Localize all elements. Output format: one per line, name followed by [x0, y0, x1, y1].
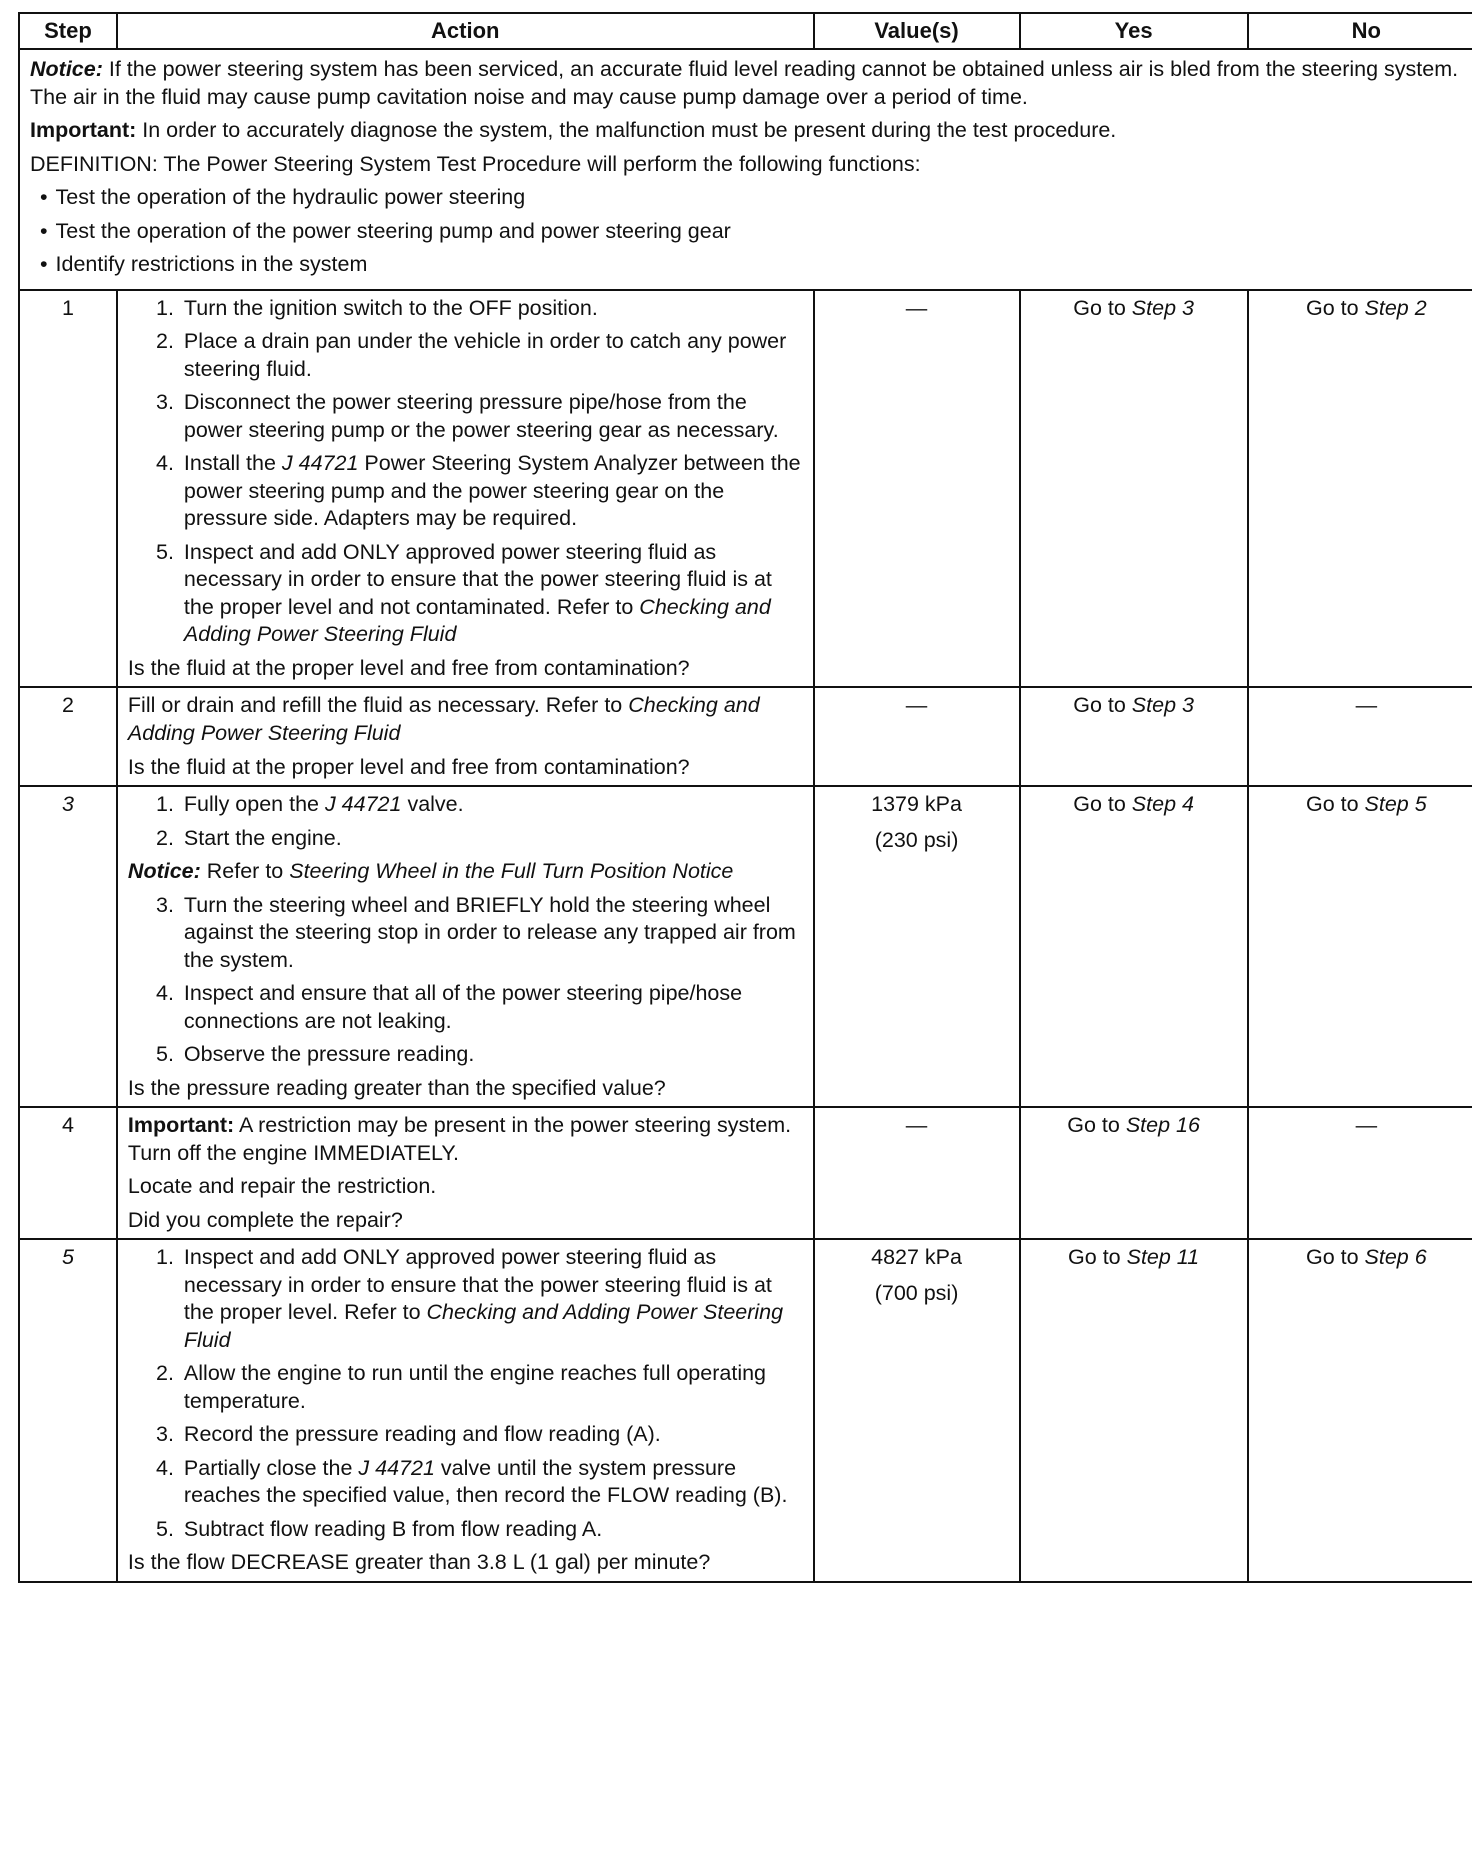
action-text: Fill or drain and refill the fluid as necessary. Refer to Checking and Adding Power Steering Fluid [127, 693, 760, 745]
step-number: 3 [19, 786, 117, 1107]
intro-cell [19, 49, 1472, 290]
step-question: Is the fluid at the proper level and free from contamination? [127, 655, 690, 680]
function-item: • Test the operation of the power steering pump and power steering gear [30, 218, 1472, 246]
yes-cell: Go to Step 16 [1020, 1107, 1248, 1239]
header-action: Action [117, 13, 814, 49]
action-text: Locate and repair the restriction. [127, 1174, 437, 1199]
action-item: 4. Partially close the J 44721 valve until the system pressure reaches the specified value, then record the FLOW reading (B). [155, 1455, 788, 1508]
doc-reference: Checking and Adding Power Steering Fluid [183, 594, 771, 647]
value-metric: 4827 kPa [871, 1245, 962, 1270]
intro-row [19, 49, 1472, 290]
action-item: 5. Observe the pressure reading. [155, 1042, 475, 1067]
yes-cell: Go to Step 3 [1020, 290, 1248, 688]
header-yes: Yes [1020, 13, 1248, 49]
no-cell: Go to Step 6 [1248, 1239, 1472, 1582]
action-list [128, 1244, 803, 1543]
step-number: 5 [19, 1239, 117, 1582]
table-row [19, 290, 1472, 688]
value-cell: — [814, 1107, 1020, 1239]
no-step-link: Step 6 [1364, 1245, 1427, 1270]
action-list [128, 892, 803, 1069]
yes-step-link: Step 3 [1131, 295, 1194, 320]
action-item: 4. Inspect and ensure that all of the power steering pipe/hose connections are not leaking. [155, 981, 743, 1033]
step-question: Is the pressure reading greater than the specified value? [127, 1075, 666, 1100]
yes-step-link: Step 16 [1125, 1113, 1200, 1138]
value-imperial: (700 psi) [874, 1280, 959, 1305]
yes-cell: Go to Step 4 [1020, 786, 1248, 1107]
action-cell [117, 1107, 814, 1239]
action-cell [117, 687, 814, 786]
value-imperial: (230 psi) [874, 827, 959, 852]
inline-important: Important: A restriction may be present in the power steering system. Turn off the engine IMMEDIATELY. [127, 1113, 792, 1165]
no-step-link: Step 5 [1364, 792, 1427, 817]
value-cell: — [814, 687, 1020, 786]
step-question: Is the fluid at the proper level and free from contamination? [127, 754, 690, 779]
value-metric: 1379 kPa [871, 792, 962, 817]
action-item: 2. Start the engine. [155, 825, 342, 850]
action-item: 3. Disconnect the power steering pressure pipe/hose from the power steering pump or the power steering gear as necessary. [155, 390, 779, 442]
no-step-link: Step 2 [1364, 295, 1427, 320]
intro-notice [30, 56, 1472, 111]
step-number: 2 [19, 687, 117, 786]
value-cell [814, 786, 1020, 1107]
step-number: 4 [19, 1107, 117, 1239]
table-row [19, 1107, 1472, 1239]
function-item: • Test the operation of the hydraulic power steering [30, 184, 1472, 212]
table-row [19, 1239, 1472, 1582]
table-header-row [19, 13, 1472, 49]
diagnostic-table [18, 12, 1472, 1583]
important-label: Important: [30, 118, 137, 143]
doc-reference: Checking and Adding Power Steering Fluid [183, 1300, 784, 1352]
action-item: 2. Place a drain pan under the vehicle in order to catch any power steering fluid. [155, 329, 787, 381]
action-item: 2. Allow the engine to run until the engine reaches full operating temperature. [155, 1361, 767, 1413]
action-item: 5. Subtract flow reading B from flow reading A. [155, 1516, 603, 1541]
doc-reference: Steering Wheel in the Full Turn Position Notice [289, 859, 734, 884]
no-cell: — [1248, 687, 1472, 786]
action-item: 5. Inspect and add ONLY approved power steering fluid as necessary in order to ensure that the power steering fluid is at the proper level and not contaminated. Refer to Checking and Adding Power Steering Fluid [155, 539, 772, 647]
step-question: Is the flow DECREASE greater than 3.8 L (1 gal) per minute? [127, 1550, 711, 1575]
notice-text: If the power steering system has been serviced, an accurate fluid level reading cannot be obtained unless air is bled from the steering system. The air in the fluid may cause pump cavitation noise and may cause pump damage over a period of time. [30, 57, 1459, 109]
header-values: Value(s) [814, 13, 1020, 49]
yes-cell: Go to Step 11 [1020, 1239, 1248, 1582]
value-cell: — [814, 290, 1020, 688]
action-list [128, 791, 803, 852]
action-list [128, 295, 803, 649]
table-row [19, 687, 1472, 786]
table-row [19, 786, 1472, 1107]
yes-step-link: Step 4 [1131, 792, 1194, 817]
no-cell: Go to Step 2 [1248, 290, 1472, 688]
intro-definition: DEFINITION: The Power Steering System Test Procedure will perform the following functions: [30, 151, 921, 176]
action-item: 1. Turn the ignition switch to the OFF position. [155, 295, 598, 320]
inline-notice: Notice: Refer to Steering Wheel in the Full Turn Position Notice [127, 859, 734, 884]
yes-step-link: Step 11 [1126, 1245, 1200, 1270]
header-no: No [1248, 13, 1472, 49]
action-cell [117, 786, 814, 1107]
step-question: Did you complete the repair? [127, 1207, 403, 1232]
tool-reference: J 44721 [358, 1455, 435, 1480]
yes-cell: Go to Step 3 [1020, 687, 1248, 786]
yes-step-link: Step 3 [1131, 693, 1194, 718]
tool-reference: J 44721 [281, 451, 359, 476]
action-item: 1. Fully open the J 44721 valve. [155, 792, 464, 817]
no-cell: Go to Step 5 [1248, 786, 1472, 1107]
action-item: 3. Record the pressure reading and flow reading (A). [155, 1422, 661, 1447]
action-item: 1. Inspect and add ONLY approved power steering fluid as necessary in order to ensure that the power steering fluid is at the proper level. Refer to Checking and Adding Power Steering Fluid [155, 1245, 784, 1352]
tool-reference: J 44721 [324, 792, 402, 817]
header-step: Step [19, 13, 117, 49]
important-text: In order to accurately diagnose the system, the malfunction must be present during the test procedure. [136, 118, 1117, 143]
action-item: 4. Install the J 44721 Power Steering System Analyzer between the power steering pump and the power steering gear on the pressure side. Adapters may be required. [155, 451, 801, 531]
function-item: • Identify restrictions in the system [30, 251, 1472, 279]
action-item: 3. Turn the steering wheel and BRIEFLY hold the steering wheel against the steering stop in order to release any trapped air from the system. [155, 892, 796, 972]
action-cell [117, 1239, 814, 1582]
notice-label: Notice: [30, 57, 103, 82]
doc-reference: Checking and Adding Power Steering Fluid [127, 693, 760, 745]
step-number: 1 [19, 290, 117, 688]
intro-important [30, 117, 1472, 145]
function-list [30, 184, 1472, 279]
no-cell: — [1248, 1107, 1472, 1239]
action-cell [117, 290, 814, 688]
value-cell [814, 1239, 1020, 1582]
